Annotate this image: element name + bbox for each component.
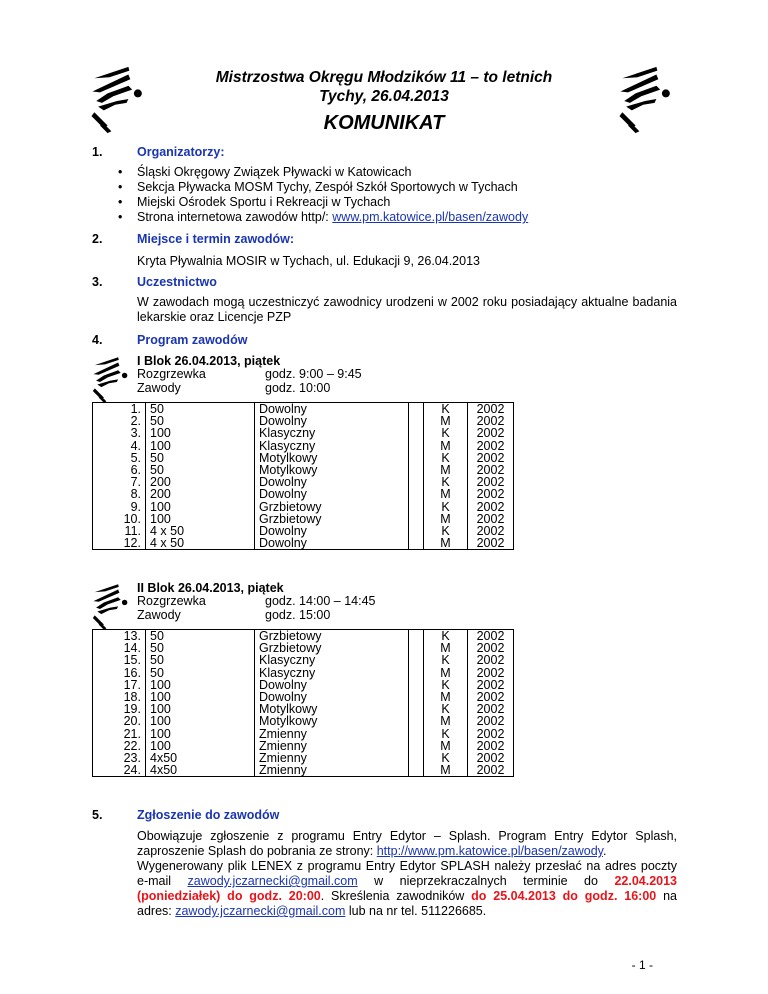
event-number: 16. [93,667,146,679]
section-3-title: Uczestnictwo [137,275,217,289]
event-distance: 4x50 [146,752,255,764]
event-gender: K [424,679,468,691]
event-year: 2002 [468,642,514,654]
event-style: Grzbietowy [255,642,409,654]
event-distance: 4 x 50 [146,525,255,537]
event-year: 2002 [468,452,514,464]
event-number: 20. [93,715,146,727]
event-number: 21. [93,728,146,740]
event-number: 4. [93,440,146,452]
event-style: Zmienny [255,764,409,777]
event-gender: K [424,427,468,439]
komunikat-heading: KOMUNIKAT [323,112,445,134]
deadline-date: 22.04.2013 [614,874,677,888]
event-number: 18. [93,691,146,703]
event-distance: 50 [146,654,255,666]
event-year: 2002 [468,464,514,476]
event-year: 2002 [468,476,514,488]
event-gender: K [424,476,468,488]
registration-paragraph-2: Wygenerowany plik LENEX z programu Entry Edytor SPLASH należy przesłać na adres poczty e-mail zawody.jczarnecki@gmail.com w nieprzekraczalnych terminie do 22.04.2013 (poniedziałek) do godz. 20:00. Skreślenia zawodników do 25.04.2013 do godz. 16:00 na adres: zawody.jczarnecki@gmail.com lub na nr tel. 511226685. [137,859,677,918]
event-gender: M [424,513,468,525]
event-gender: K [424,525,468,537]
event-style: Dowolny [255,691,409,703]
spacer-cell [409,476,424,488]
event-year: 2002 [468,679,514,691]
event-gender: K [424,752,468,764]
event-number: 23. [93,752,146,764]
event-number: 24. [93,764,146,777]
title-line-1: Mistrzostwa Okręgu Młodzików 11 – to letnich [215,69,553,86]
event-gender: K [424,501,468,513]
spacer-cell [409,525,424,537]
spacer-cell [409,728,424,740]
event-distance: 100 [146,501,255,513]
spacer-cell [409,427,424,439]
event-distance: 50 [146,630,255,643]
event-year: 2002 [468,403,514,416]
block-1-comp-label: Zawody [137,381,181,395]
website-link[interactable]: www.pm.katowice.pl/basen/zawody [332,210,529,224]
section-5-title: Zgłoszenie do zawodów [137,808,280,822]
block-2-warmup-time: godz. 14:00 – 14:45 [265,594,376,608]
event-number: 6. [93,464,146,476]
event-style: Dowolny [255,476,409,488]
event-style: Dowolny [255,403,409,416]
section-1-title: Organizatorzy: [137,145,225,159]
event-number: 9. [93,501,146,513]
event-distance: 50 [146,403,255,416]
event-distance: 200 [146,488,255,500]
event-gender: K [424,403,468,416]
spacer-cell [409,654,424,666]
event-style: Zmienny [255,728,409,740]
event-gender: K [424,654,468,666]
event-gender: M [424,464,468,476]
event-year: 2002 [468,703,514,715]
event-gender: M [424,415,468,427]
table-row [93,715,514,727]
event-number: 11. [93,525,146,537]
event-gender: M [424,764,468,777]
event-year: 2002 [468,654,514,666]
block-2-warmup-label: Rozgrzewka [137,594,206,608]
spacer-cell [409,415,424,427]
event-number: 22. [93,740,146,752]
event-style: Dowolny [255,537,409,550]
event-distance: 100 [146,728,255,740]
cancel-deadline: do 25.04.2013 do godz. 16:00 [471,889,657,903]
list-item: • Strona internetowa zawodów http/: www.pm.katowice.pl/basen/zawody [118,210,529,224]
event-gender: K [424,728,468,740]
event-number: 12. [93,537,146,550]
event-year: 2002 [468,752,514,764]
spacer-cell [409,740,424,752]
event-style: Grzbietowy [255,501,409,513]
event-number: 14. [93,642,146,654]
spacer-cell [409,452,424,464]
event-number: 13. [93,630,146,643]
event-gender: M [424,537,468,550]
block-1-warmup-time: godz. 9:00 – 9:45 [265,367,362,381]
event-year: 2002 [468,764,514,777]
table-row [93,728,514,740]
spacer-cell [409,464,424,476]
spacer-cell [409,440,424,452]
event-year: 2002 [468,440,514,452]
event-gender: M [424,715,468,727]
spacer-cell [409,679,424,691]
event-year: 2002 [468,513,514,525]
event-distance: 50 [146,667,255,679]
event-style: Klasyczny [255,667,409,679]
event-style: Klasyczny [255,440,409,452]
event-style: Grzbietowy [255,513,409,525]
event-distance: 100 [146,513,255,525]
event-number: 15. [93,654,146,666]
event-year: 2002 [468,427,514,439]
event-year: 2002 [468,501,514,513]
spacer-cell [409,691,424,703]
spacer-cell [409,630,424,643]
swimmer-logo-icon [616,65,676,135]
title-line-2: Tychy, 26.04.2013 [319,88,449,105]
event-style: Dowolny [255,415,409,427]
event-distance: 100 [146,427,255,439]
event-style: Motylkowy [255,452,409,464]
spacer-cell [409,488,424,500]
section-4-number: 4. [92,333,103,347]
table-row [93,440,514,452]
event-style: Motylkowy [255,715,409,727]
event-gender: M [424,667,468,679]
event-year: 2002 [468,667,514,679]
page-number: - 1 - [631,958,653,972]
event-distance: 200 [146,476,255,488]
event-style: Zmienny [255,740,409,752]
table-row [93,667,514,679]
event-number: 7. [93,476,146,488]
event-number: 17. [93,679,146,691]
section-2-title: Miejsce i termin zawodów: [137,232,294,246]
event-distance: 100 [146,740,255,752]
table-row [93,764,514,777]
event-year: 2002 [468,488,514,500]
spacer-cell [409,715,424,727]
event-gender: M [424,488,468,500]
spacer-cell [409,642,424,654]
list-item: • Miejski Ośrodek Sportu i Rekreacji w Tychach [118,195,391,209]
event-year: 2002 [468,728,514,740]
event-style: Klasyczny [255,654,409,666]
table-row [93,488,514,500]
splash-download-link[interactable]: http://www.pm.katowice.pl/basen/zawody [376,844,603,858]
spacer-cell [409,403,424,416]
spacer-cell [409,537,424,550]
event-gender: M [424,440,468,452]
event-gender: M [424,691,468,703]
event-style: Klasyczny [255,427,409,439]
event-distance: 50 [146,415,255,427]
table-row [93,654,514,666]
section-4-title: Program zawodów [137,333,248,347]
event-distance: 100 [146,440,255,452]
participation-text: W zawodach mogą uczestniczyć zawodnicy urodzeni w 2002 roku posiadający aktualne badania lekarskie oraz Licencje PZP [137,295,677,324]
spacer-cell [409,703,424,715]
event-gender: K [424,703,468,715]
events-table-block-1 [92,402,514,550]
block-2-comp-label: Zawody [137,608,181,622]
event-number: 10. [93,513,146,525]
event-distance: 100 [146,715,255,727]
event-number: 3. [93,427,146,439]
event-number: 19. [93,703,146,715]
event-year: 2002 [468,715,514,727]
event-year: 2002 [468,630,514,643]
event-distance: 100 [146,679,255,691]
event-distance: 4x50 [146,764,255,777]
spacer-cell [409,513,424,525]
section-5-number: 5. [92,808,103,822]
section-2-number: 2. [92,232,103,246]
event-style: Dowolny [255,525,409,537]
spacer-cell [409,501,424,513]
list-item: • Sekcja Pływacka MOSM Tychy, Zespół Szkół Sportowych w Tychach [118,180,518,194]
block-2-heading: II Blok 26.04.2013, piątek [137,581,284,595]
table-row [93,427,514,439]
block-1-warmup-label: Rozgrzewka [137,367,206,381]
event-style: Dowolny [255,488,409,500]
event-distance: 100 [146,703,255,715]
event-gender: K [424,630,468,643]
table-row [93,537,514,550]
event-distance: 50 [146,642,255,654]
event-distance: 4 x 50 [146,537,255,550]
event-distance: 50 [146,464,255,476]
event-gender: M [424,642,468,654]
event-number: 1. [93,403,146,416]
organizers-list [118,165,528,225]
section-3-number: 3. [92,275,103,289]
email-link[interactable]: zawody.jczarnecki@gmail.com [175,904,346,918]
email-link[interactable]: zawody.jczarnecki@gmail.com [187,874,358,888]
event-style: Zmienny [255,752,409,764]
swimmer-logo-icon [88,65,148,135]
event-distance: 100 [146,691,255,703]
table-row [93,501,514,513]
event-number: 8. [93,488,146,500]
event-year: 2002 [468,691,514,703]
event-number: 2. [93,415,146,427]
event-gender: K [424,452,468,464]
event-year: 2002 [468,415,514,427]
events-table-block-2 [92,629,514,777]
event-year: 2002 [468,740,514,752]
block-2-comp-time: godz. 15:00 [265,608,331,622]
event-style: Dowolny [255,679,409,691]
event-style: Motylkowy [255,703,409,715]
event-distance: 50 [146,452,255,464]
event-style: Motylkowy [255,464,409,476]
event-gender: M [424,740,468,752]
event-style: Grzbietowy [255,630,409,643]
block-1-comp-time: godz. 10:00 [265,381,331,395]
event-year: 2002 [468,525,514,537]
spacer-cell [409,667,424,679]
spacer-cell [409,752,424,764]
block-1-heading: I Blok 26.04.2013, piątek [137,354,281,368]
event-number: 5. [93,452,146,464]
swimmer-icon [90,583,132,631]
list-item: • Śląski Okręgowy Związek Pływacki w Katowicach [118,165,412,179]
swimmer-icon [90,356,132,404]
section-1-number: 1. [92,145,103,159]
event-year: 2002 [468,537,514,550]
registration-paragraph-1: Obowiązuje zgłoszenie z programu Entry Edytor – Splash. Program Entry Edytor Splash, zaproszenie Splash do pobrania ze strony: http://www.pm.katowice.pl/basen/zawody. [137,829,677,858]
spacer-cell [409,764,424,777]
deadline-time: (poniedziałek) do godz. 20:00 [137,889,321,903]
venue-text: Kryta Pływalnia MOSIR w Tychach, ul. Edukacji 9, 26.04.2013 [137,254,480,268]
